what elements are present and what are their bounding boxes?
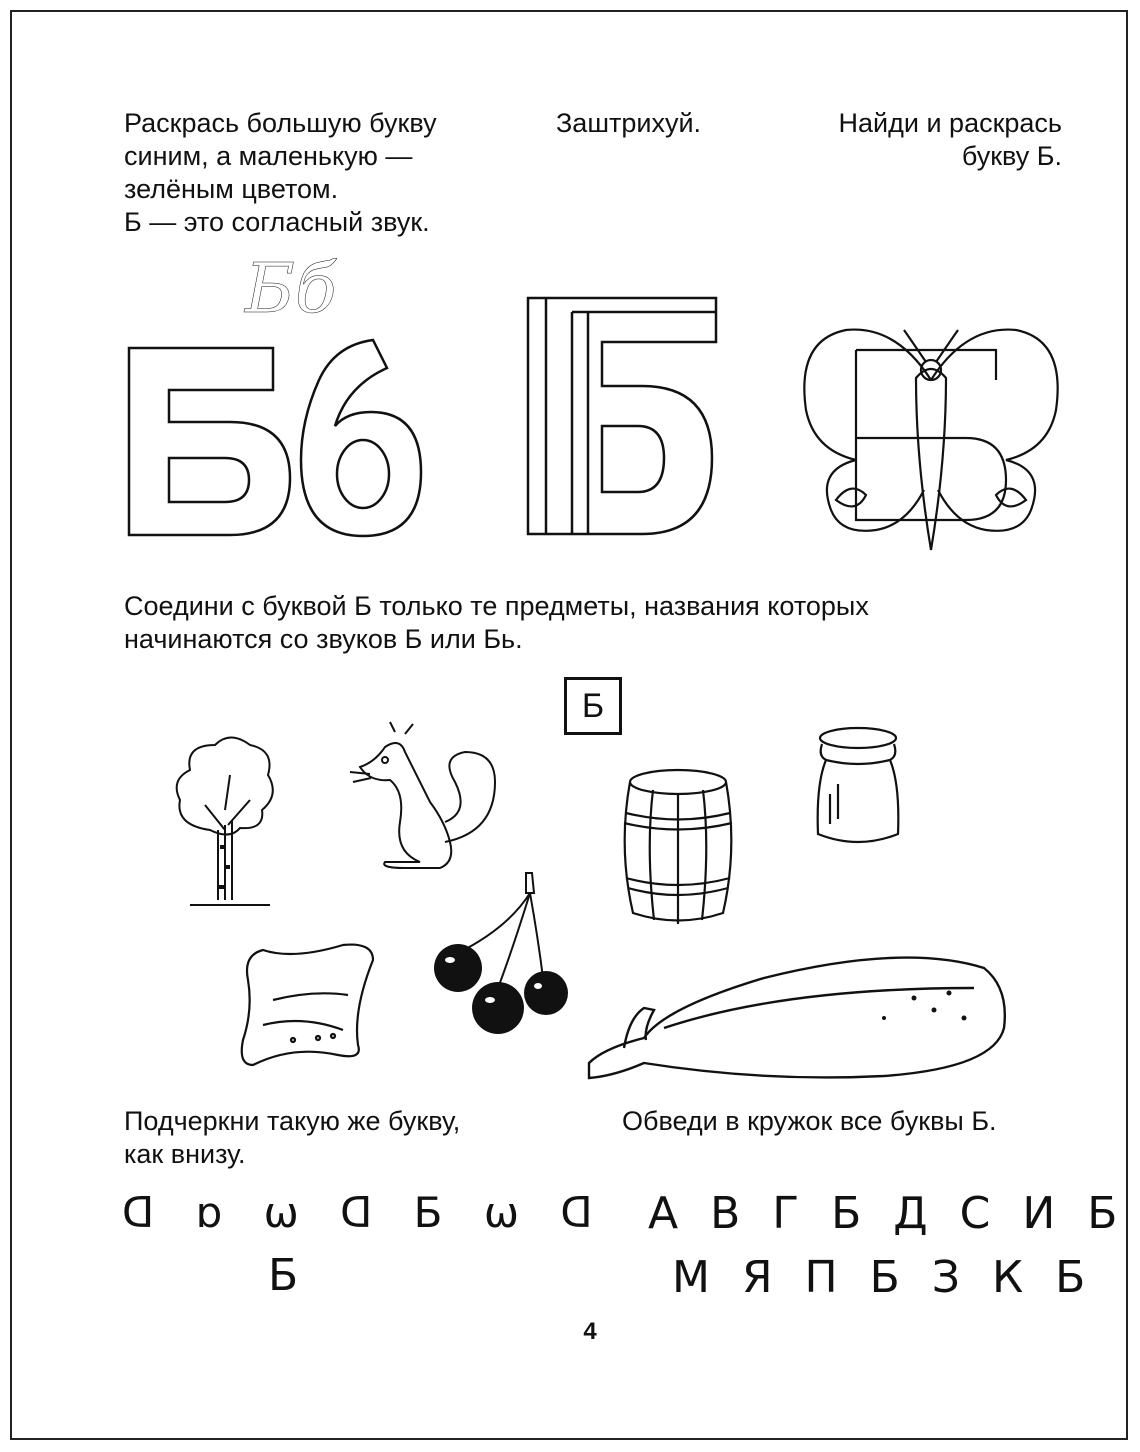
task1-instructions — [124, 107, 437, 239]
outline-letters-Bb — [125, 340, 445, 540]
task3-instructions — [760, 107, 1062, 173]
birch-tree-picture — [170, 730, 280, 910]
banana-picture — [584, 948, 1014, 1088]
task3-line1: Найди и раскрась — [838, 108, 1062, 138]
task5-instructions — [124, 1105, 460, 1171]
task4-instructions — [124, 590, 869, 656]
barrel-picture — [618, 768, 738, 928]
script-letters: Бб — [245, 250, 337, 329]
target-letter-box: Б — [564, 677, 622, 735]
letters-row-2: М Я П Б З К Б — [672, 1252, 1095, 1303]
task5-line2: как внизу. — [124, 1139, 246, 1169]
task6-instructions: Обведи в кружок все буквы Б. — [622, 1106, 997, 1136]
hatched-letter-B — [522, 292, 722, 542]
squirrel-picture — [345, 722, 505, 872]
jar-picture — [808, 724, 908, 854]
task3-line2: букву Б. — [961, 141, 1062, 171]
task4-line2: начинаются со звуков Б или Бь. — [124, 624, 523, 654]
task1-line2: синим, а маленькую — — [124, 141, 413, 171]
task2-instructions: Заштрихуй. — [556, 108, 702, 138]
target-letter: Б — [268, 1250, 321, 1301]
task5-line1: Подчеркни такую же букву, — [124, 1106, 461, 1136]
letters-row-1: А В Г Б Д С И Б — [648, 1188, 1127, 1239]
task4-line1: Соедини с буквой Б только те предметы, названия которых — [124, 591, 869, 621]
mirrored-letters-row: ᗡ ɒ ω ᗡ Б ω ᗡ — [122, 1188, 607, 1237]
task1-line3: зелёным цветом. — [124, 174, 339, 204]
cherries-picture — [428, 868, 578, 1058]
task1-line1: Раскрась большую букву — [124, 108, 437, 138]
task1-line4: Б — это согласный звук. — [124, 207, 430, 237]
pillow-picture — [233, 940, 383, 1070]
butterfly-hidden-letter — [796, 320, 1066, 560]
page-number: 4 — [583, 1318, 597, 1345]
